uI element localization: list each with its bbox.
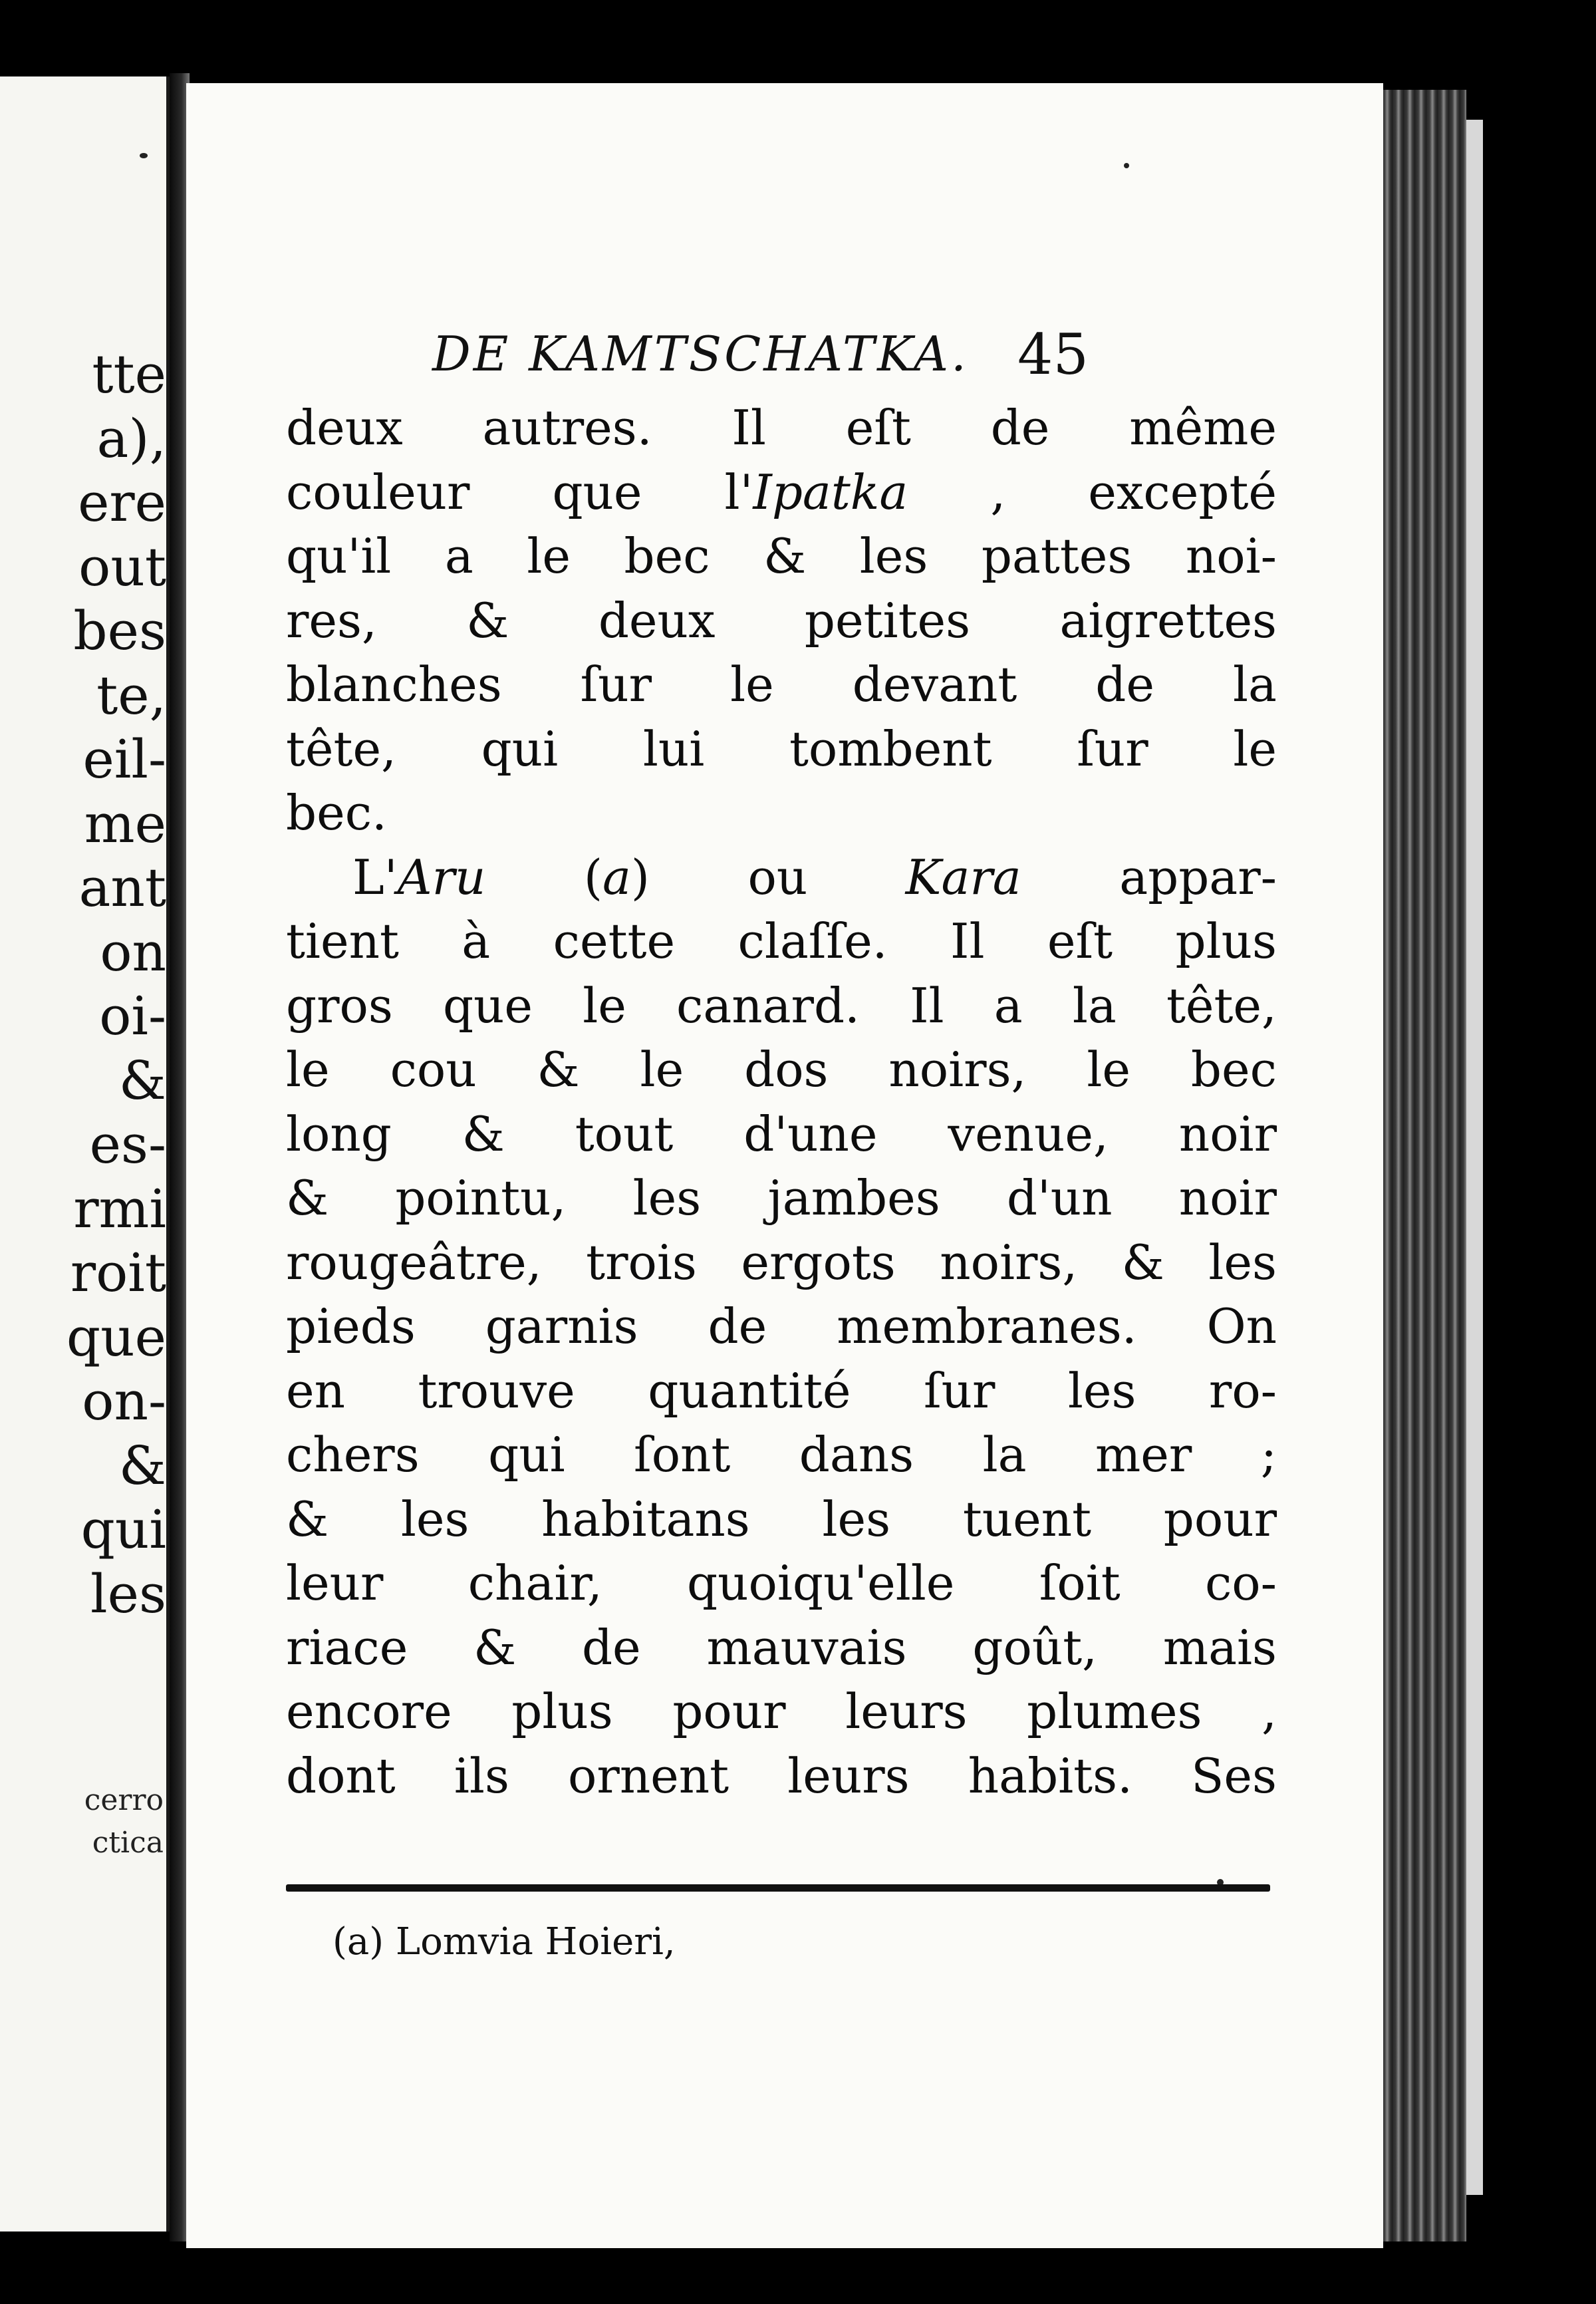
- text-line: [286, 909, 1277, 974]
- text-line: [286, 1294, 1277, 1359]
- word: l'Ipatka: [724, 464, 908, 520]
- word: encore: [286, 1683, 452, 1739]
- text-line: [286, 1487, 1277, 1552]
- text-line: [286, 589, 1277, 653]
- word: bec.: [286, 785, 387, 841]
- left-facing-page: [0, 76, 173, 2232]
- word: dont: [286, 1747, 396, 1804]
- text-line: [286, 717, 1277, 782]
- word: plus: [511, 1683, 613, 1739]
- text-line: [286, 1423, 1277, 1487]
- word: couleur: [286, 464, 470, 520]
- word: L'Aru: [352, 849, 486, 905]
- footnote-text: Lomvia Hoieri,: [395, 1920, 676, 1963]
- left-footnote-fragment: cerro: [84, 1783, 164, 1817]
- word: noi-: [1185, 528, 1277, 584]
- word: &: [1121, 1234, 1164, 1290]
- word: à: [462, 913, 491, 969]
- word: mais: [1162, 1619, 1277, 1675]
- word: ſur: [1077, 720, 1148, 777]
- word: chair,: [467, 1555, 602, 1611]
- left-page-footnote-fragments: [84, 1779, 164, 1864]
- left-page-line-fragment: a),: [96, 407, 166, 470]
- word: chers: [286, 1427, 420, 1483]
- left-page-line-fragment: bes: [73, 600, 166, 662]
- word: en: [286, 1362, 345, 1419]
- word: quantité: [648, 1362, 851, 1419]
- word: cou: [390, 1042, 477, 1097]
- left-page-line-fragment: &: [118, 1434, 166, 1497]
- word: trouve: [418, 1362, 575, 1419]
- word: les: [859, 528, 928, 584]
- word: ;: [1260, 1427, 1277, 1483]
- word: leur: [286, 1555, 384, 1611]
- word: quoiqu'elle: [687, 1555, 955, 1611]
- word: blanches: [286, 656, 502, 712]
- word: long: [286, 1105, 392, 1162]
- word: ſont: [634, 1427, 731, 1483]
- word: d'un: [1006, 1170, 1113, 1226]
- word: membranes.: [837, 1298, 1137, 1354]
- left-page-line-fragment: me: [84, 792, 166, 855]
- word: tuent: [962, 1491, 1092, 1547]
- text-line: [286, 1551, 1277, 1616]
- word: même: [1129, 400, 1277, 456]
- text-line: [286, 1166, 1277, 1230]
- word: &: [473, 1619, 517, 1675]
- word: garnis: [485, 1298, 638, 1354]
- word: que: [552, 464, 642, 520]
- word: &: [462, 1105, 505, 1162]
- left-page-line-fragment: tte: [92, 343, 166, 405]
- word: claſſe.: [737, 913, 888, 969]
- left-page-line-fragment: te,: [96, 664, 166, 726]
- word: pointu,: [395, 1170, 567, 1226]
- word: la: [1072, 977, 1117, 1034]
- page-edges-outer: [1466, 120, 1483, 2195]
- running-title: [432, 326, 969, 382]
- word: ſoit: [1039, 1555, 1121, 1611]
- word: a: [444, 528, 473, 584]
- left-page-line-fragment: ant: [78, 857, 166, 919]
- word: tête,: [1166, 977, 1277, 1034]
- word: jambes: [767, 1170, 940, 1226]
- word: d'une: [743, 1105, 878, 1162]
- word: eſt: [845, 400, 911, 456]
- left-page-line-fragment: roit: [70, 1242, 166, 1304]
- ink-speck: [140, 153, 148, 158]
- word: Il: [732, 400, 766, 456]
- word: petites: [804, 592, 971, 648]
- word: Ses: [1191, 1747, 1277, 1804]
- word: aigrettes: [1059, 592, 1277, 648]
- running-title-main: KAMTSCHATKA.: [529, 326, 969, 382]
- text-line: [286, 524, 1277, 589]
- word: ergots: [741, 1234, 896, 1290]
- word: les: [632, 1170, 702, 1226]
- word: ro-: [1208, 1362, 1277, 1419]
- word: les: [1067, 1362, 1136, 1419]
- word: qui: [488, 1427, 565, 1483]
- word: leurs: [787, 1747, 910, 1804]
- left-page-line-fragment: les: [90, 1562, 166, 1625]
- word: mauvais: [706, 1619, 907, 1675]
- word: appar-: [1119, 849, 1277, 905]
- word: gros: [286, 977, 393, 1034]
- word: &: [537, 1042, 580, 1097]
- word: la: [982, 1427, 1027, 1483]
- word: plus: [1175, 913, 1277, 969]
- word: le: [286, 1042, 330, 1097]
- word: (a): [583, 849, 650, 905]
- text-line: [286, 845, 1277, 910]
- word: le: [1233, 720, 1277, 777]
- word: bec: [624, 528, 710, 584]
- word: les: [1208, 1234, 1277, 1290]
- word: tombent: [789, 720, 992, 777]
- text-line: [286, 396, 1277, 460]
- left-page-line-fragment: on: [100, 921, 166, 983]
- word: ,: [990, 464, 1006, 520]
- word: eſt: [1047, 913, 1113, 969]
- word: On: [1206, 1298, 1277, 1354]
- word: qui: [481, 720, 559, 777]
- word: le: [583, 977, 626, 1034]
- word: ils: [454, 1747, 509, 1804]
- left-page-line-fragment: &: [118, 1049, 166, 1111]
- word: autres.: [482, 400, 652, 456]
- word: le: [640, 1042, 684, 1097]
- word: deux: [598, 592, 716, 648]
- left-page-line-fragment: eil-: [82, 728, 166, 790]
- word: Il: [910, 977, 944, 1034]
- word: leurs: [845, 1683, 968, 1739]
- word: habitans: [541, 1491, 750, 1547]
- left-page-line-fragment: on-: [82, 1370, 166, 1432]
- ink-speck: [1124, 163, 1129, 168]
- text-line: [286, 1679, 1277, 1744]
- word: lui: [642, 720, 705, 777]
- word: a: [994, 977, 1023, 1034]
- word: canard.: [676, 977, 860, 1034]
- word: devant: [852, 656, 1017, 712]
- word: co-: [1204, 1555, 1277, 1611]
- word: &: [466, 592, 509, 648]
- text-line: [286, 652, 1277, 717]
- text-line: [286, 974, 1277, 1038]
- word: trois: [586, 1234, 697, 1290]
- right-page: [186, 83, 1383, 2248]
- word: le: [527, 528, 571, 584]
- word: plumes: [1027, 1683, 1202, 1739]
- left-page-line-fragment: es-: [89, 1113, 166, 1175]
- word: de: [708, 1298, 767, 1354]
- left-page-line-fragment: ere: [78, 472, 166, 533]
- text-line: [286, 460, 1277, 525]
- word: venue,: [948, 1105, 1109, 1162]
- word: tête,: [286, 720, 396, 777]
- word: ſur: [923, 1362, 996, 1419]
- body-text: [286, 396, 1277, 1808]
- word: tout: [575, 1105, 674, 1162]
- left-page-text-fragments: [0, 343, 166, 1626]
- running-head: [186, 322, 1383, 387]
- word: de: [990, 400, 1050, 456]
- word: dos: [744, 1042, 829, 1097]
- word: qu'il: [286, 528, 392, 584]
- word: tient: [286, 913, 399, 969]
- text-line: [286, 1102, 1277, 1167]
- word: mer: [1095, 1427, 1192, 1483]
- word: excepté: [1088, 464, 1277, 520]
- text-line: [286, 781, 1277, 845]
- footnote-marker: (a): [332, 1920, 384, 1963]
- word: noirs,: [888, 1042, 1027, 1097]
- word: &: [286, 1170, 329, 1226]
- text-line: [286, 1038, 1277, 1102]
- left-page-line-fragment: rmi: [73, 1177, 166, 1240]
- word: dans: [799, 1427, 914, 1483]
- left-page-line-fragment: qui: [80, 1499, 166, 1560]
- word: riace: [286, 1619, 408, 1675]
- word: deux: [286, 400, 403, 456]
- word: le: [730, 656, 774, 712]
- word: ornent: [568, 1747, 730, 1804]
- word: ou: [747, 849, 808, 905]
- word: ſur: [580, 656, 652, 712]
- footnote: [332, 1920, 676, 1963]
- word: les: [822, 1491, 891, 1547]
- word: pattes: [981, 528, 1132, 584]
- page-edges: [1370, 90, 1466, 2241]
- word: goût,: [972, 1619, 1098, 1675]
- text-line: [286, 1616, 1277, 1680]
- word: ,: [1262, 1683, 1277, 1739]
- word: cette: [553, 913, 676, 969]
- footnote-rule: [286, 1884, 1270, 1892]
- word: pieds: [286, 1298, 416, 1354]
- page-number: 45: [1017, 322, 1089, 387]
- word: &: [286, 1491, 329, 1547]
- running-title-prefix: DE: [432, 326, 529, 382]
- word: &: [763, 528, 807, 584]
- word: noir: [1178, 1105, 1277, 1162]
- text-line: [286, 1744, 1277, 1808]
- word: pour: [1163, 1491, 1277, 1547]
- left-footnote-fragment: ctica: [92, 1826, 164, 1860]
- word: noirs,: [940, 1234, 1078, 1290]
- text-line: [286, 1359, 1277, 1423]
- left-page-line-fragment: que: [66, 1306, 166, 1368]
- word: rougeâtre,: [286, 1234, 542, 1290]
- word: que: [442, 977, 533, 1034]
- left-page-line-fragment: out: [78, 535, 166, 598]
- word: noir: [1178, 1170, 1277, 1226]
- word: Il: [950, 913, 985, 969]
- word: de: [1095, 656, 1154, 712]
- word: res,: [286, 592, 377, 648]
- left-page-line-fragment: oi-: [99, 985, 166, 1047]
- word: les: [400, 1491, 469, 1547]
- word: habits.: [968, 1747, 1132, 1804]
- word: Kara: [905, 849, 1021, 905]
- word: pour: [672, 1683, 786, 1739]
- word: la: [1232, 656, 1277, 712]
- word: le: [1087, 1042, 1130, 1097]
- word: bec: [1190, 1042, 1277, 1097]
- text-line: [286, 1230, 1277, 1295]
- word: de: [581, 1619, 641, 1675]
